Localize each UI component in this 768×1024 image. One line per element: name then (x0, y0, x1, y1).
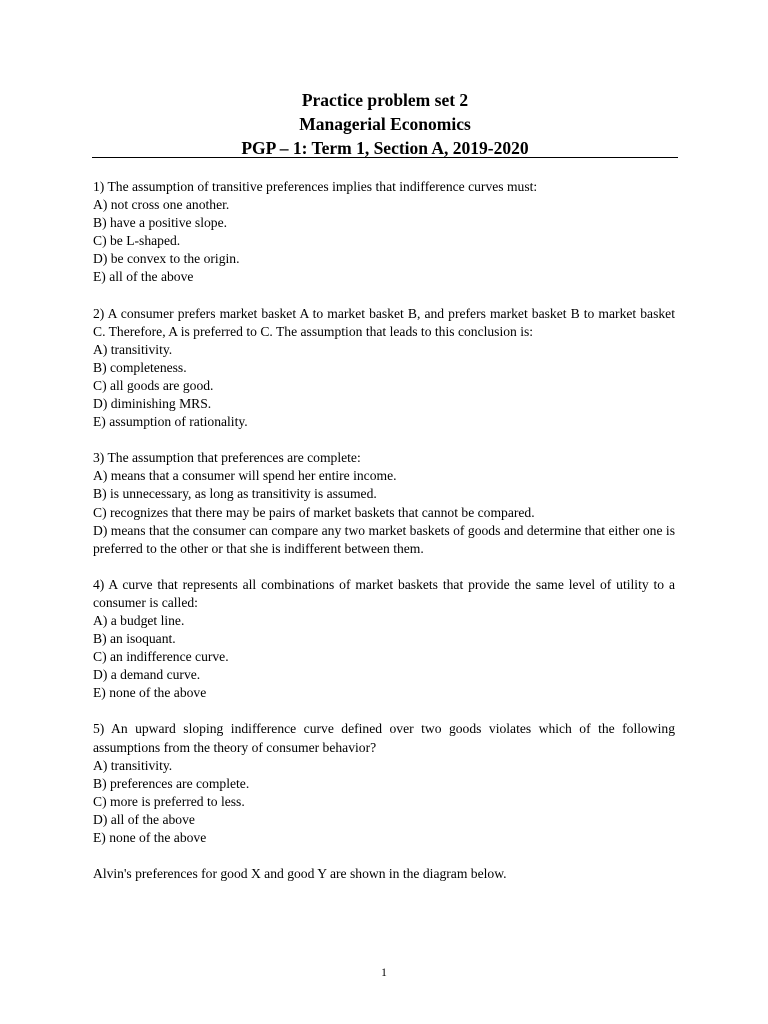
question-text: 2) A consumer prefers market basket A to market basket B, and prefers market basket B to market basket C. Therefore, A is preferred to C. The assumption that leads to this conclusion is: (93, 305, 675, 339)
question-text: 3) The assumption that preferences are complete: (93, 450, 361, 466)
document-header (92, 88, 678, 160)
question-4 (93, 576, 675, 703)
answer-option: C) be L-shaped. (93, 233, 181, 249)
answer-option: B) an isoquant. (93, 631, 176, 647)
answer-option: E) all of the above (93, 269, 194, 285)
answer-option: E) none of the above (93, 685, 207, 701)
question-text: 5) An upward sloping indifference curve defined over two goods violates which of the following assumptions from the theory of consumer behavior? (93, 721, 675, 755)
answer-option: C) recognizes that there may be pairs of market baskets that cannot be compared. (93, 504, 535, 520)
answer-option: D) a demand curve. (93, 667, 201, 683)
answer-option: A) transitivity. (93, 341, 173, 357)
document-body (93, 178, 675, 883)
question-2 (93, 305, 675, 432)
answer-option: B) completeness. (93, 359, 187, 375)
answer-option: B) have a positive slope. (93, 215, 228, 231)
answer-option: D) means that the consumer can compare any two market baskets of goods and determine that either one is preferred to the other or that she is indifferent between them. (93, 522, 675, 556)
header-title: Practice problem set 2 (301, 90, 469, 110)
header-term: PGP – 1: Term 1, Section A, 2019-2020 (241, 138, 529, 158)
answer-option: E) assumption of rationality. (93, 414, 248, 430)
answer-option: D) all of the above (93, 811, 195, 827)
question-text: 4) A curve that represents all combinations of market baskets that provide the same level of utility to a consumer is called: (93, 576, 675, 610)
page-number: 1 (381, 967, 387, 979)
closing-paragraph: Alvin's preferences for good X and good Y are shown in the diagram below. (93, 866, 507, 882)
answer-option: A) a budget line. (93, 612, 185, 628)
question-text: 1) The assumption of transitive preferences implies that indifference curves must: (93, 179, 538, 194)
question-1 (93, 178, 675, 287)
answer-option: A) means that a consumer will spend her entire income. (93, 468, 397, 484)
question-3 (93, 449, 675, 558)
header-course: Managerial Economics (299, 114, 471, 134)
answer-option: C) an indifference curve. (93, 649, 229, 665)
answer-option: C) all goods are good. (93, 377, 214, 393)
answer-option: C) more is preferred to less. (93, 793, 245, 809)
header-divider (92, 157, 678, 158)
question-5 (93, 720, 675, 847)
answer-option: A) not cross one another. (93, 197, 230, 213)
answer-option: B) preferences are complete. (93, 775, 250, 791)
answer-option: D) diminishing MRS. (93, 396, 212, 412)
answer-option: B) is unnecessary, as long as transitivity is assumed. (93, 486, 377, 502)
answer-option: D) be convex to the origin. (93, 251, 240, 267)
answer-option: A) transitivity. (93, 757, 173, 773)
answer-option: E) none of the above (93, 830, 207, 845)
